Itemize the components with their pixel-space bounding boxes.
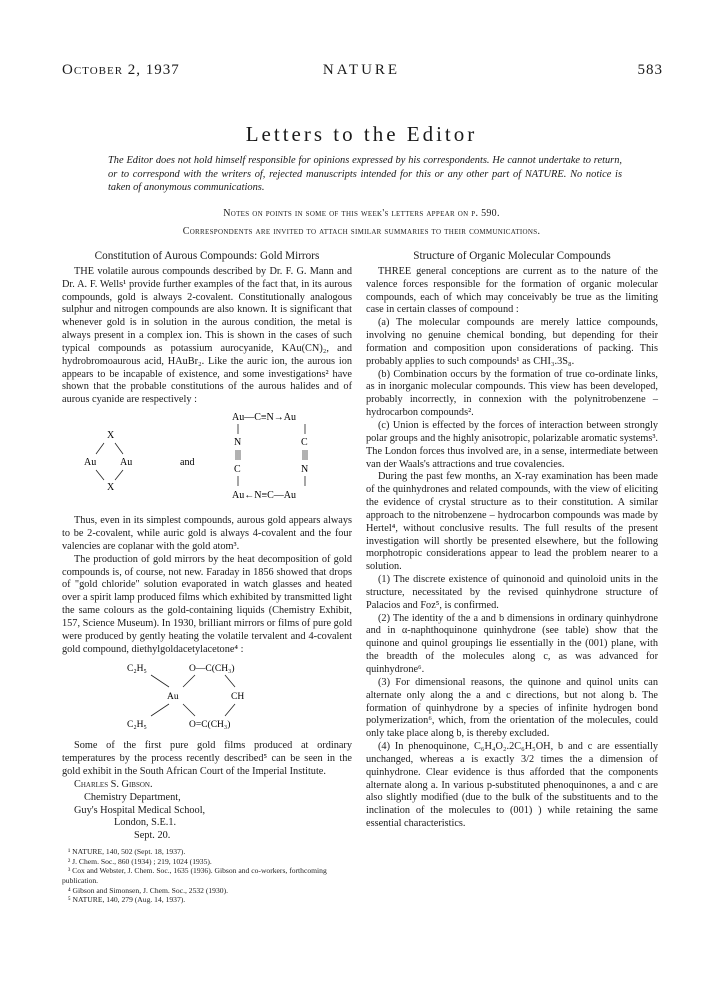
left-column — [62, 250, 352, 905]
page-number: 583 — [637, 62, 663, 78]
reference-item: ³ Cox and Webster, J. Chem. Soc., 1635 (1936). Gibson and co-workers, forthcoming publication. — [62, 866, 327, 885]
right-paragraph: (4) In phenoquinone, C₆H₄O₂.2C₆H₅OH, b and c are essentially unchanged, whereas a is exactly 3/2 times the a dimension of quinhydrone. Clear evidence is thus afforded that the components alternate along a. In various p-substituted phenoquinones, a and c are also slightly modified (due to the bulk of the substituents and to the inclination of the molecules to (001) ) while retaining the same essential characteristics. — [366, 741, 658, 830]
reference-item: ¹ NATURE, 140, 502 (Sept. 18, 1937). — [68, 847, 186, 857]
formula-text: Au — [120, 457, 133, 469]
right-paragraph: (3) For dimensional reasons, the quinone and quinol units can alternate only along the a and c directions, but not along b. The formation of quinhydrone by a species of infinite hydrogen bond polymerization⁶, which, from the orientation of the molecules, could only take place along b, is thereby excluded. — [366, 676, 658, 740]
right-paragraph: THREE general conceptions are current as to the nature of the valence forces responsible for the formation of organic molecular compounds, each of which may conceivably be true as the limiting case in certain classes of compound : — [366, 265, 658, 316]
formula-text: CH — [231, 692, 245, 703]
address-line: Chemistry Department, — [84, 791, 181, 803]
formula-text: C — [234, 464, 241, 476]
references — [62, 847, 352, 905]
right-article-title: Structure of Organic Molecular Compounds — [413, 250, 611, 262]
right-column — [366, 250, 658, 831]
formula-text: C₂H₅ — [127, 720, 147, 731]
page-title: Letters to the Editor — [245, 122, 478, 146]
formula-text: C — [301, 437, 308, 449]
right-paragraph: (1) The discrete existence of quinonoid and quinoloid units in the structure, necessitated by the revised quinhydrone structure of Palacios and Foz⁵, is confirmed. — [366, 574, 658, 611]
right-paragraph: (a) The molecular compounds are merely lattice compounds, involving no genuine chemical bonding, but depending for their formation and composition upon considerations of packing. This probably applies to such compounds¹ as CHI₃.3S₈. — [366, 317, 658, 367]
formula-text: C₂H₅ — [127, 664, 147, 675]
formula-text: N — [234, 437, 242, 449]
formula-text: X — [107, 430, 115, 442]
right-paragraph: (b) Combination occurs by the formation of true co-ordinate links, as in inorganic molecular compounds. This view has been developed, probably incorrectly, in connexion with the polynitrobenzene – hydrocarbon compounds². — [366, 368, 658, 419]
notes-line: Notes on points in some of this week's letters appear on p. 590. — [223, 208, 500, 219]
address-line: Sept. 20. — [134, 830, 171, 842]
left-paragraph: The production of gold mirrors by the heat decomposition of gold compounds is, of course, not new. Faraday in 1856 showed that drops of "gold chloride" solution evaporated in watch glasses and heated over a spirit lamp produced films which exhibited by transmitted light the same colours as the gold-containing liquids (Chemistry Exhibit, 157, Science Museum). In 1930, brilliant mirrors or films of pure gold were produced by gently heating the volatile tervalent and 4-covalent gold compound, diethylgoldacetylacetone⁴ : — [62, 553, 352, 655]
formula-text: Au←N≡C—Au — [232, 490, 296, 502]
right-paragraph: (2) The identity of the a and b dimensions in ordinary quinhydrone and in α-naphthoquinone quinhydrone (see table) show that the quinone and quinol groupings lie essentially in the (001) plane, with the breadth of the molecules along c, as was advanced for quinhydrone⁶. — [366, 612, 658, 675]
formula-text: and — [180, 457, 195, 469]
diethylgoldacetylacetone-formula — [107, 659, 307, 737]
left-paragraph: Thus, even in its simplest compounds, aurous gold appears always to be 2-covalent, while auric gold is always 4-covalent and the four valencies are coplanar with the gold atom³. — [62, 515, 352, 552]
reference-item: ⁵ NATURE, 140, 279 (Aug. 14, 1937). — [68, 895, 186, 905]
left-article-title: Constitution of Aurous Compounds: Gold Mirrors — [94, 250, 320, 262]
formula-text: O=C(CH₃) — [189, 720, 231, 731]
address-line: London, S.E.1. — [114, 817, 177, 829]
correspondents-line: Correspondents are invited to attach similar summaries to their communications. — [182, 226, 541, 237]
formula-text: Au — [84, 457, 97, 469]
editor-note: The Editor does not hold himself responsible for opinions expressed by his correspondents. He cannot undertake to return, or to correspond with the writers of, rejected manuscripts intended for this or any other part of NATURE. No notice is taken of anonymous communications. — [108, 155, 622, 194]
right-paragraph: During the past few months, an X-ray examination has been made of the quinhydrones and related compounds, with the view of eliciting the evidence of crystal structure as to their constitution. A similar approach to the nitrobenzene – hydrocarbon compounds was made by Hertel⁴, without conclusive results. The full results of the present investigation will shortly be presented elsewhere, but the following morphotropic considerations appear to lead the problem nearer to a solution. — [366, 471, 658, 573]
left-paragraph: THE volatile aurous compounds described by Dr. F. G. Mann and Dr. A. F. Wells¹ provide further examples of the fact that, in its aurous compounds, gold is always 2-covalent. Constitutionally analogous sulphur and nitrogen compounds are also known. It is significant that whenever gold is in solution in the aurous condition, the metal is always present in a complex ion. This is shown in the cases of such typical compounds as potassium aurocyanide, KAu(CN)₂, and hydrobromoaurous acid, HAuBr₂. Like the auric ion, the aurous ion appears to be incapable of existence, and some investigations² have shown that the probable constitutions of the aurous halides and of aurous cyanide are respectively : — [62, 265, 352, 406]
reference-item: ⁴ Gibson and Simonsen, J. Chem. Soc., 2532 (1930). — [68, 885, 229, 895]
journal-name: NATURE — [322, 62, 401, 78]
address-line: Guy's Hospital Medical School, — [74, 804, 206, 816]
reference-item: ² J. Chem. Soc., 860 (1934) ; 219, 1024 (1935). — [68, 856, 212, 866]
aurous-structure-formula — [82, 410, 332, 512]
formula-text: N — [301, 464, 309, 476]
formula-text: X — [107, 482, 115, 494]
formula-text: Au — [167, 692, 179, 703]
left-paragraph: Some of the first pure gold films produced at ordinary temperatures by the process recently described⁵ can be seen in the gold exhibit in the South African Court of the Imperial Institute. — [62, 740, 352, 778]
header-date: October 2, 1937 — [62, 62, 180, 78]
formula-text: O—C(CH₃) — [189, 664, 235, 675]
formula-text: Au—C≡N→Au — [232, 412, 296, 424]
right-paragraph: (c) Union is effected by the forces of interaction between strongly polar groups and the highly anisotropic, polarizable aromatic systems³. The London forces thus involved are, in a sense, intermediate between van der Waals's attractions and true covalencies. — [366, 419, 658, 470]
author-signature: Charles S. Gibson. — [74, 778, 153, 790]
